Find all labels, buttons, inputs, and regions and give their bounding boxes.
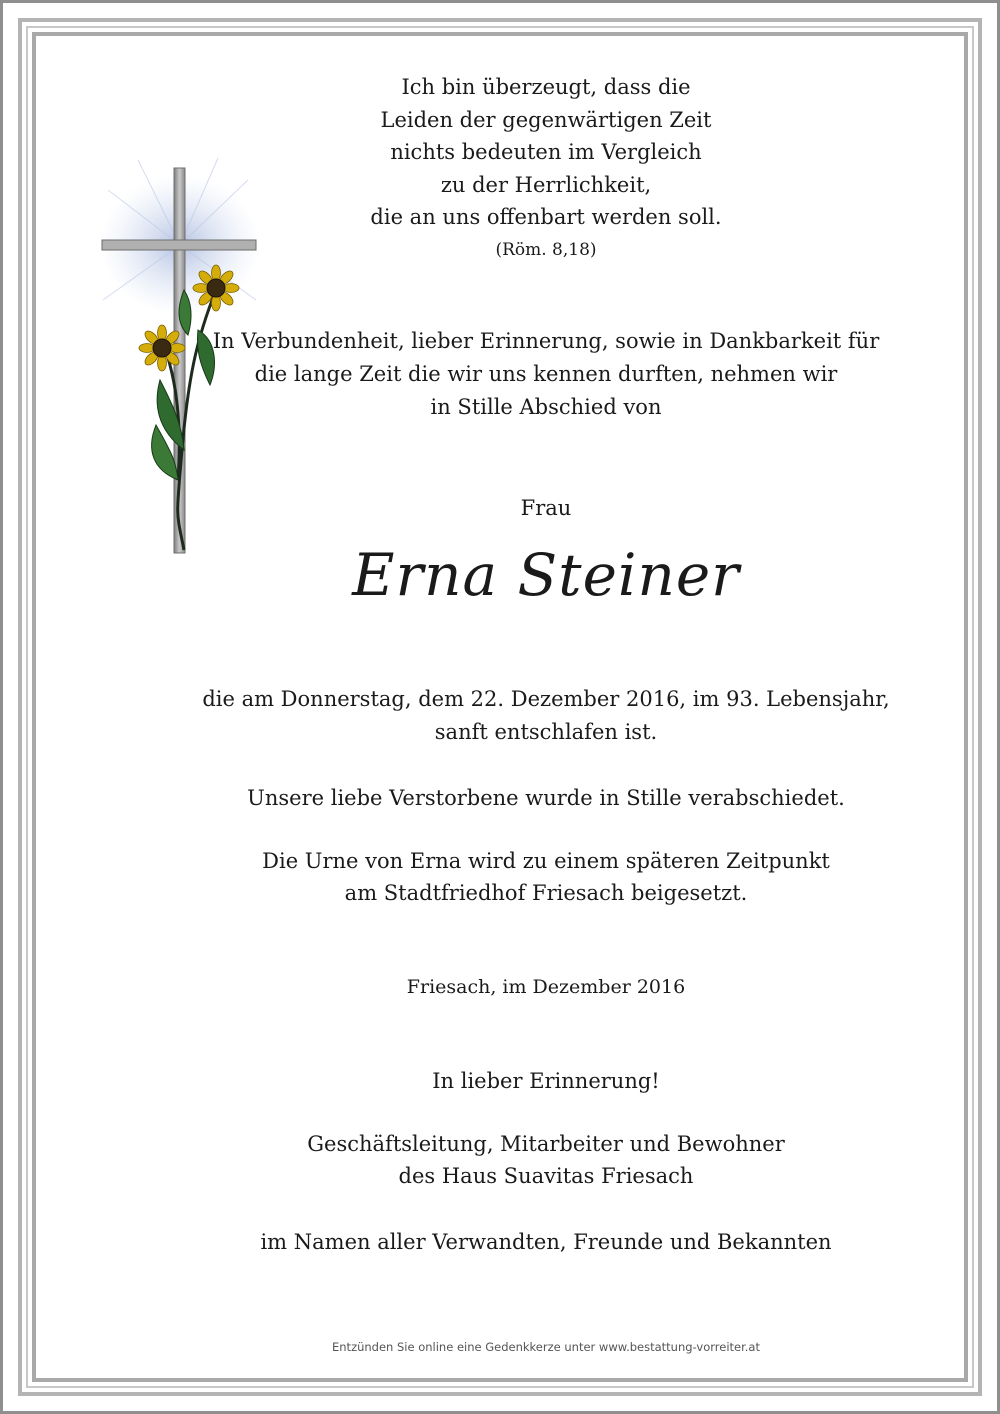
salutation: Frau [520, 496, 572, 520]
memory-text: In lieber Erinnerung! [432, 1069, 660, 1093]
quote-line: Ich bin überzeugt, dass die [401, 75, 691, 99]
signers [196, 1128, 896, 1192]
intro-text [196, 325, 896, 424]
bible-quote [196, 71, 896, 266]
urn-notice [196, 845, 896, 909]
relatives-text: im Namen aller Verwandten, Freunde und Bekannten [260, 1230, 832, 1254]
urn-line: Die Urne von Erna wird zu einem späteren Zeitpunkt [262, 849, 830, 873]
quote-reference: (Röm. 8,18) [495, 239, 597, 260]
quote-line: Leiden der gegenwärtigen Zeit [380, 107, 712, 132]
deceased-name: Erna Steiner [352, 541, 740, 609]
intro-line: In Verbundenheit, lieber Erinnerung, sowie in Dankbarkeit für [212, 329, 880, 353]
farewell-text: Unsere liebe Verstorbene wurde in Stille verabschiedet. [247, 786, 845, 810]
place-date: Friesach, im Dezember 2016 [406, 976, 686, 998]
quote-line: zu der Herrlichkeit, [440, 172, 652, 197]
intro-line: die lange Zeit die wir uns kennen durften, nehmen wir [254, 362, 838, 386]
quote-line: nichts bedeuten im Vergleich [390, 140, 702, 164]
death-notice [196, 683, 896, 749]
death-notice-line: die am Donnerstag, dem 22. Dezember 2016, im 93. Lebensjahr, [202, 687, 890, 711]
signers-line: des Haus Suavitas Friesach [398, 1164, 694, 1188]
quote-line: die an uns offenbart werden soll. [370, 205, 722, 229]
signers-line: Geschäftsleitung, Mitarbeiter und Bewohner [307, 1132, 785, 1156]
death-notice-line: sanft entschlafen ist. [434, 720, 658, 744]
footer-candle-link: Entzünden Sie online eine Gedenkkerze unter www.bestattung-vorreiter.at [332, 1340, 760, 1354]
intro-line: in Stille Abschied von [430, 395, 662, 419]
urn-line: am Stadtfriedhof Friesach beigesetzt. [344, 881, 748, 905]
